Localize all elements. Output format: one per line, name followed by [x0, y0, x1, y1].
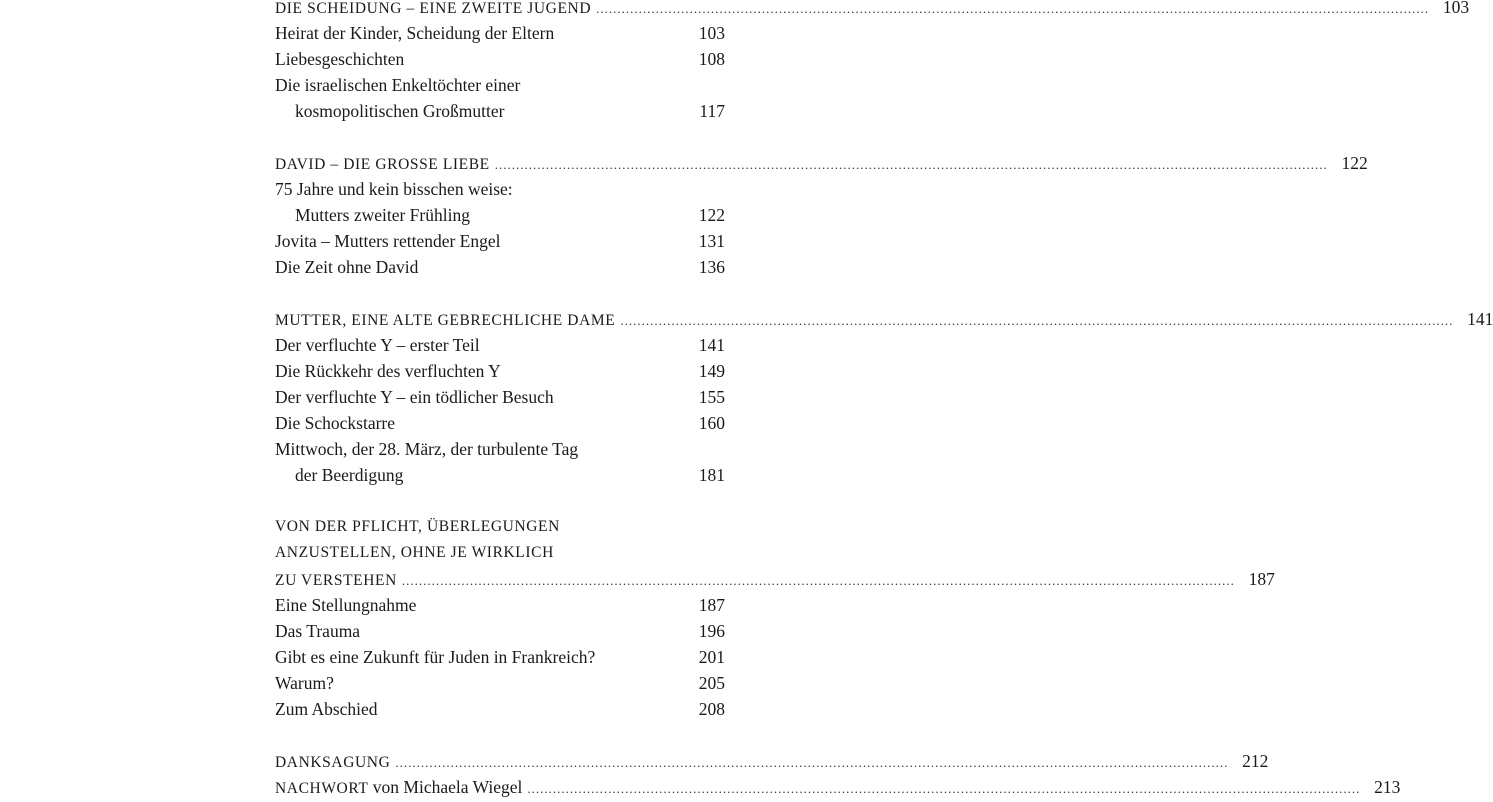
toc-group	[275, 514, 1275, 722]
section-title: der Beerdigung	[295, 465, 404, 485]
dot-leader	[620, 308, 1453, 334]
section-entry	[275, 46, 725, 72]
chapter-title: ZU VERSTEHEN	[275, 572, 397, 589]
chapter-title: DANKSAGUNG	[275, 754, 391, 771]
section-line	[275, 46, 725, 72]
chapter-line	[275, 540, 725, 566]
section-entry	[275, 384, 725, 410]
section-title: Mutters zweiter Frühling	[295, 205, 470, 225]
dot-leader	[596, 0, 1429, 22]
section-line	[275, 384, 725, 410]
section-entry	[275, 670, 725, 696]
section-title: Die Schockstarre	[275, 413, 396, 433]
section-entry	[275, 618, 725, 644]
chapter-title: VON DER PFLICHT, ÜBERLEGUNGEN	[275, 518, 560, 535]
section-title: Der verfluchte Y – ein tödlicher Besuch	[275, 387, 554, 407]
chapter-line	[275, 150, 1368, 176]
page-number: 117	[699, 101, 725, 121]
section-line	[275, 618, 725, 644]
chapter-line	[275, 0, 1470, 20]
page-number: 108	[698, 49, 725, 69]
section-title: Die israelischen Enkeltöchter einer	[275, 75, 521, 95]
page-number: 136	[698, 257, 725, 277]
page-number: 149	[698, 361, 725, 381]
chapter-title-suffix: von Michaela Wiegel	[368, 777, 523, 797]
section-entry	[275, 176, 725, 228]
group-spacer	[275, 280, 725, 306]
section-line	[275, 410, 725, 436]
section-line	[275, 696, 725, 722]
section-title: Heirat der Kinder, Scheidung der Eltern	[275, 23, 555, 43]
section-line	[275, 202, 725, 228]
page-number: 131	[698, 231, 725, 251]
page-number: 141	[1467, 309, 1493, 329]
section-line	[275, 72, 725, 98]
chapter-entry	[275, 150, 1368, 176]
section-line	[275, 670, 725, 696]
toc-group	[275, 0, 1470, 124]
section-line	[275, 176, 725, 202]
section-entry	[275, 358, 725, 384]
section-entry	[275, 592, 725, 618]
page-number: 155	[698, 387, 725, 407]
chapter-line	[275, 306, 1493, 332]
section-entry	[275, 410, 725, 436]
section-title: kosmopolitischen Großmutter	[295, 101, 505, 121]
section-line	[275, 358, 725, 384]
table-of-contents	[275, 0, 1493, 800]
chapter-line	[275, 514, 725, 540]
section-entry	[275, 72, 725, 124]
group-spacer	[275, 124, 725, 150]
dot-leader	[527, 776, 1360, 802]
section-line	[275, 644, 725, 670]
section-title: Warum?	[275, 673, 334, 693]
section-line	[275, 20, 725, 46]
chapter-entry	[275, 774, 1401, 800]
page-number: 187	[698, 595, 725, 615]
section-line	[275, 436, 725, 462]
page-number: 208	[698, 699, 725, 719]
section-title: Die Rückkehr des verfluchten Y	[275, 361, 501, 381]
chapter-line	[275, 566, 1275, 592]
toc-group	[275, 306, 1493, 488]
page-number: 103	[698, 23, 725, 43]
section-line	[275, 592, 725, 618]
group-spacer	[275, 488, 725, 514]
page-number: 196	[698, 621, 725, 641]
page-number: 122	[1341, 153, 1368, 173]
chapter-title: MUTTER, EINE ALTE GEBRECHLICHE DAME	[275, 312, 616, 329]
section-title: Mittwoch, der 28. März, der turbulente Tag	[275, 439, 579, 459]
section-line	[275, 462, 725, 488]
chapter-entry	[275, 514, 1275, 592]
chapter-entry	[275, 306, 1493, 332]
section-title: Jovita – Mutters rettender Engel	[275, 231, 501, 251]
section-title: Das Trauma	[275, 621, 361, 641]
dot-leader	[495, 152, 1328, 178]
section-line	[275, 254, 725, 280]
page-number: 160	[698, 413, 725, 433]
chapter-title: ANZUSTELLEN, OHNE JE WIRKLICH	[275, 544, 554, 561]
page-number: 181	[698, 465, 725, 485]
section-title: Zum Abschied	[275, 699, 378, 719]
chapter-line	[275, 748, 1269, 774]
page-number: 122	[698, 205, 725, 225]
section-entry	[275, 436, 725, 488]
page-number: 212	[1242, 751, 1269, 771]
page-number: 103	[1442, 0, 1470, 17]
page-number: 201	[698, 647, 725, 667]
section-title: Liebesgeschichten	[275, 49, 405, 69]
section-title: Gibt es eine Zukunft für Juden in Frankreich?	[275, 647, 596, 667]
chapter-entry	[275, 748, 1269, 774]
page-number: 205	[698, 673, 725, 693]
section-title: Die Zeit ohne David	[275, 257, 419, 277]
section-title: Eine Stellungnahme	[275, 595, 417, 615]
chapter-title: DAVID – DIE GROSSE LIEBE	[275, 156, 490, 173]
toc-group	[275, 150, 1368, 280]
section-title: Der verfluchte Y – erster Teil	[275, 335, 480, 355]
section-title: 75 Jahre und kein bisschen weise:	[275, 179, 513, 199]
section-entry	[275, 644, 725, 670]
chapter-title: NACHWORT von Michaela Wiegel	[275, 777, 523, 797]
section-entry	[275, 254, 725, 280]
chapter-line	[275, 774, 1401, 800]
dot-leader	[395, 750, 1228, 776]
section-entry	[275, 228, 725, 254]
section-entry	[275, 696, 725, 722]
chapter-title: DIE SCHEIDUNG – EINE ZWEITE JUGEND	[275, 0, 592, 17]
toc-group	[275, 748, 1401, 800]
group-spacer	[275, 722, 725, 748]
section-line	[275, 228, 725, 254]
section-entry	[275, 332, 725, 358]
chapter-entry	[275, 0, 1470, 20]
page-number: 187	[1248, 569, 1275, 589]
page-number: 141	[698, 335, 725, 355]
section-line	[275, 332, 725, 358]
section-line	[275, 98, 725, 124]
section-entry	[275, 20, 725, 46]
page-number: 213	[1374, 777, 1401, 797]
dot-leader	[402, 568, 1235, 594]
